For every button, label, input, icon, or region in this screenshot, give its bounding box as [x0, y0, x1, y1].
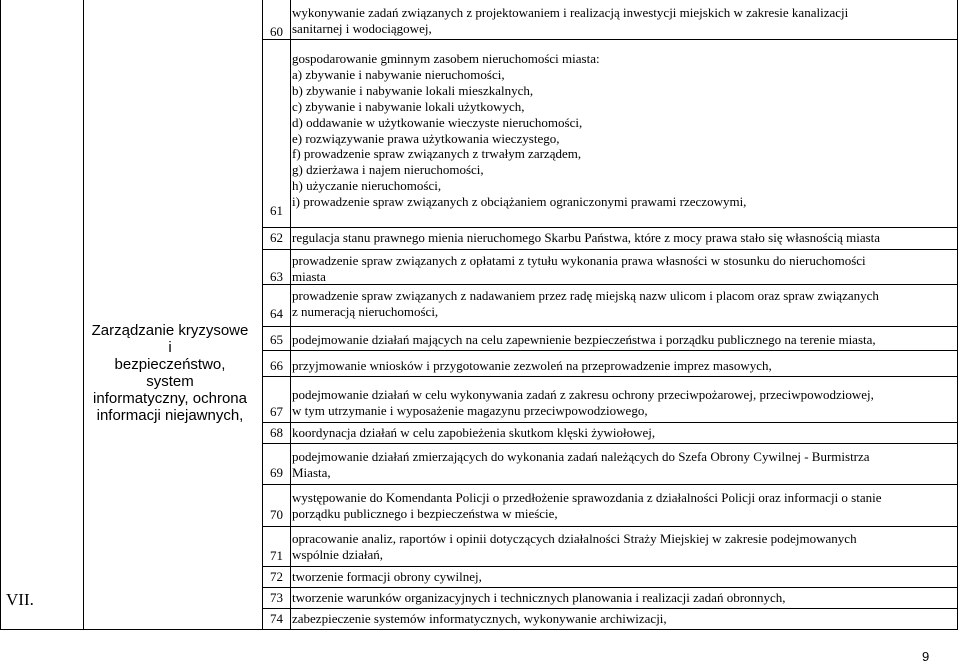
row-text: gospodarowanie gminnym zasobem nieruchomości miasta: a) zbywanie i nabywanie nieruchomości, b) zbywanie i nabywanie lokali mieszkalnych, c) zbywanie i nabywanie lokali użytkowych, d) oddawanie w użytkowanie wieczyste nieruchomości, e) rozwiązywanie prawa użytkowania wieczystego, f) prowadzenie spraw związanych z trwałym zarządem, g) dzierżawa i najem nieruchomości, h) użyczanie nieruchomości, i) prowadzenie spraw związanych z obciążaniem ograniczonymi prawami rzeczowymi, [292, 51, 747, 210]
row-number: 74 [270, 611, 283, 626]
row-text: tworzenie warunków organizacyjnych i technicznych planowania i realizacji zadań obronnych, [292, 590, 786, 605]
row-text: występowanie do Komendanta Policji o przedłożenie sprawozdania z działalności Policji oraz informacji o stanie porządku publicznego i bezpieczeństwa w mieście, [292, 490, 882, 521]
row-text: opracowanie analiz, raportów i opinii dotyczących działalności Straży Miejskiej w zakresie podejmowanych wspólnie działań, [292, 531, 857, 562]
row-divider [262, 587, 958, 588]
row-text: podejmowanie działań zmierzających do wykonania zadań należących do Szefa Obrony Cywilnej - Burmistrza Miasta, [292, 449, 870, 480]
row-number: 68 [270, 425, 283, 440]
row-divider [262, 376, 958, 377]
row-number: 63 [270, 269, 283, 284]
section-title: Zarządzanie kryzysowe i bezpieczeństwo, system informatyczny, ochrona informacji niejawnych, [91, 322, 249, 424]
row-number: 60 [270, 24, 283, 39]
row-divider [262, 350, 958, 351]
row-divider [262, 526, 958, 527]
row-text: prowadzenie spraw związanych z nadawaniem przez radę miejską nazw ulicom i placom oraz spraw związanych z numeracją nieruchomości, [292, 288, 879, 319]
row-number: 71 [270, 548, 283, 563]
table-border-left [0, 0, 1, 630]
row-text: podejmowanie działań w celu wykonywania zadań z zakresu ochrony przeciwpożarowej, przeciwpowodziowej, w tym utrzymanie i wyposażenie magazynu przeciwpowodziowego, [292, 387, 874, 418]
row-text: koordynacja działań w celu zapobieżenia skutkom klęski żywiołowej, [292, 425, 656, 440]
row-text: regulacja stanu prawnego mienia nieruchomego Skarbu Państwa, które z mocy prawa stało się własnością miasta [292, 230, 881, 245]
row-number: 73 [270, 590, 283, 605]
row-number: 65 [270, 332, 283, 347]
row-divider [262, 566, 958, 567]
row-divider [262, 249, 958, 250]
row-number: 62 [270, 230, 283, 245]
row-divider [262, 443, 958, 444]
row-number: 72 [270, 569, 283, 584]
column-divider [83, 0, 84, 630]
row-divider [262, 39, 958, 40]
row-divider [262, 422, 958, 423]
row-text: wykonywanie zadań związanych z projektowaniem i realizacją inwestycji miejskich w zakresie kanalizacji sanitarnej i wodociągowej, [292, 5, 849, 36]
row-divider [262, 227, 958, 228]
row-divider [262, 608, 958, 609]
row-divider [262, 484, 958, 485]
row-number: 67 [270, 404, 283, 419]
row-number: 64 [270, 306, 283, 321]
row-text: przyjmowanie wniosków i przygotowanie zezwoleń na przeprowadzenie imprez masowych, [292, 358, 772, 373]
row-text: zabezpieczenie systemów informatycznych, wykonywanie archiwizacji, [292, 611, 667, 626]
row-text: tworzenie formacji obrony cywilnej, [292, 569, 482, 584]
row-number: 66 [270, 358, 283, 373]
row-text: podejmowanie działań mających na celu zapewnienie bezpieczeństwa i porządku publicznego na terenie miasta, [292, 332, 876, 347]
page-number: 9 [922, 649, 930, 664]
row-text: prowadzenie spraw związanych z opłatami z tytułu wykonania prawa własności w stosunku do nieruchomości miasta [292, 253, 866, 284]
row-number: 61 [270, 203, 283, 218]
table-border-bottom [0, 629, 958, 630]
section-number: VII. [6, 590, 34, 609]
row-number: 69 [270, 465, 283, 480]
column-divider [290, 0, 291, 630]
table-border-right [957, 0, 958, 630]
row-number: 70 [270, 507, 283, 522]
row-divider [262, 326, 958, 327]
column-divider [262, 0, 263, 630]
